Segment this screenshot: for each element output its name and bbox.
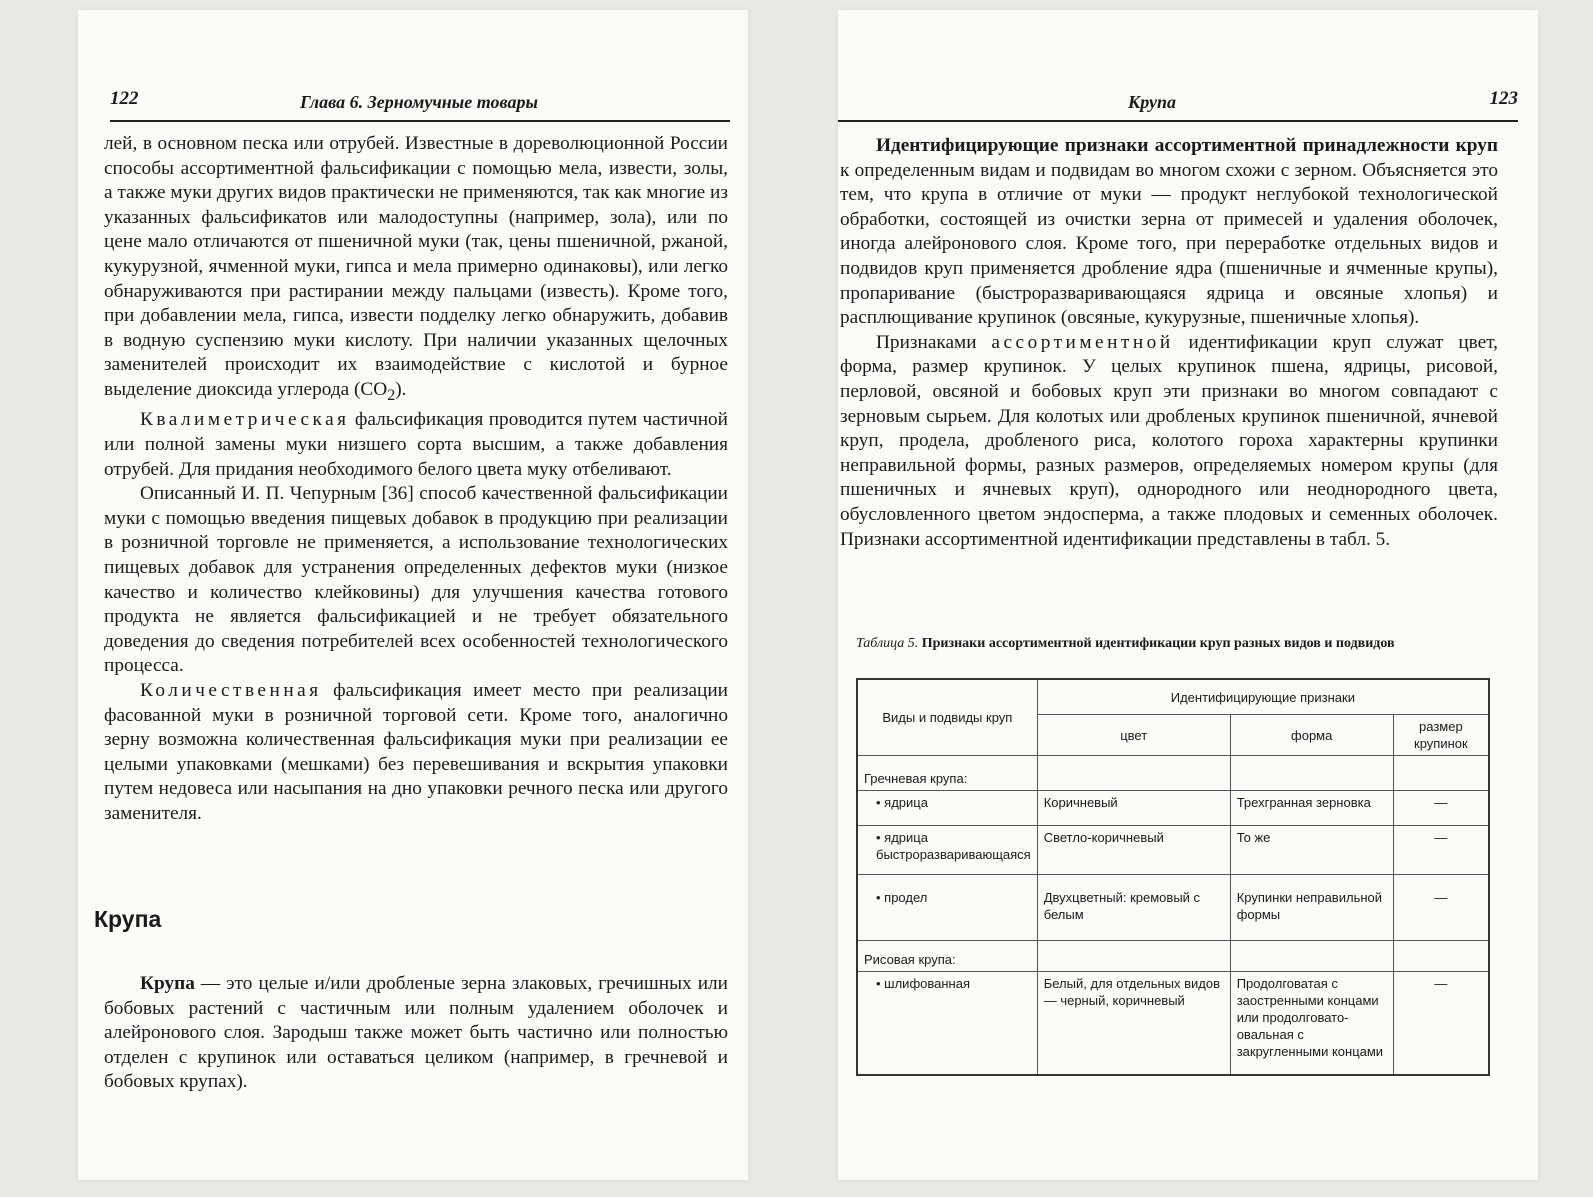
paragraph-text: лей, в основном песка или отрубей. Известные в дореволюционной России способы ассортиментной фальсификации с помощью мела, извести, золы, а также муки других видов практически не применяются, так как многие из указанных фальсификатов или малодоступны (например, зола), или по цене мало отличаются от пшеничной муки (так, цены пшеничной, ржаной, кукурузной, ячменной муки, гипса и мела примерно одинаковы), или легко обнаруживаются при растирании между пальцами (известь). Кроме того, при добавлении мела, гипса, извести подделку легко обнаружить, добавив в водную суспензию муки кислоту. При наличии указанных щелочных заменителей происходит их взаимодействие с кислотой и бурное выделение диоксида углерода (CO [104,133,728,400]
left-page [78,10,748,1180]
table-group-row [857,756,1489,791]
table-cell: — [1393,875,1489,941]
left-body-section [104,972,728,1095]
table-cell: Двухцветный: кремовый с белым [1037,875,1230,941]
table-cell: • ядрица [857,791,1037,826]
paragraph [104,679,728,827]
paragraph-end: ). [395,378,407,400]
table-cell: • шлифованная [857,972,1037,1076]
table-cell: Рисовая крупа: [857,941,1037,972]
table-group-row [857,941,1489,972]
table-caption-prefix: Таблица 5. [856,636,919,651]
column-header-color: цвет [1037,715,1230,756]
right-running-head [838,82,1518,122]
paragraph [840,331,1498,552]
paragraph [840,134,1498,331]
paragraph-text: фальсификация проводится путем частичной или полной замены муки низшего сорта высшим, а также добавления отрубей. Для придания необходимого белого цвета муку отбеливают. [104,409,728,480]
column-header-kind: Виды и подвиды круп [857,679,1037,756]
table-cell: — [1393,791,1489,826]
table-row [857,972,1489,1076]
right-running-title: Крупа [1128,92,1176,112]
right-page [838,10,1538,1180]
table-cell: • ядрица быстроразваривающаяся [857,826,1037,875]
paragraph-text: фальсификация имеет место при реализации фасованной муки в розничной торговой сети. Кроме того, аналогично зерну возможна количественная фальсификация муки при реализации ее целыми упаковками (мешками) без перевешивания и вскрытия упаковки путем недовеса или насыпания на дно упаковки речного песка или другого заменителя. [104,679,728,824]
table-cell: — [1393,972,1489,1076]
column-header-size: размер крупинок [1393,715,1489,756]
paragraph-text: идентификации круп служат цвет, форма, размер крупинок. У целых крупинок пшена, ядрицы, рисовой, перловой, овсяной и бобовых круп эти признаки во многом совпадают с зерновым сырьем. Для колотых или дробленых крупинок пшеничной, ячневой круп, продела, дробленого риса, колотого гороха характерны крупинки неправильной формы, разных размеров, определяемых номером крупы (для пшеничных и ячневых круп), однородного или неоднородного цвета, обусловленного цветом эндосперма, а также плодовых и семенных оболочек. Признаки ассортиментной идентификации представлены в табл. 5. [840,331,1498,550]
table-caption-text: Признаки ассортиментной идентификации круп разных видов и подвидов [918,636,1395,651]
table-caption [856,635,1416,653]
bold-term: Идентифицирующие признаки ассортиментной принадлежности круп [876,135,1498,156]
table-cell: Гречневая крупа: [857,756,1037,791]
paragraph [104,972,728,1095]
table-row [857,791,1489,826]
table-row [857,875,1489,941]
left-body [104,132,728,826]
subscript: 2 [387,386,396,404]
spaced-term: Квалиметрическая [140,409,350,431]
paragraph [104,132,728,408]
left-running-title: Глава 6. Зерномучные товары [300,92,538,112]
table-cell [1393,756,1489,791]
paragraph: Описанный И. П. Чепурным [36] способ качественной фальсификации муки с помощью введения пищевых добавок в продукцию при реализации в розничной торговле не применяется, а использование технологических пищевых добавок для устранения определенных дефектов муки (низкое качество и количество клейковины) для улучшения качества готового продукта не является фальсификацией и не требует обязательного доведения до сведения потребителей всех особенностей технологического процесса. [104,483,728,677]
column-group-header: Идентифицирующие признаки [1037,679,1489,715]
paragraph-text: к определенным видам и подвидам во многом схожи с зерном. Объясняется это тем, что крупа в отличие от муки — продукт неглубокой технологической обработки, состоящей из очистки зерна от примесей и удаления оболочек, иногда алейронового слоя. Кроме того, при переработке отдельных видов и подвидов круп применяется дробление ядра (пшеничные и ячменные крупы), пропаривание (быстроразваривающаяся ядрица и овсяные хлопья) и расплющивание крупинок (овсяные, кукурузные, пшеничные хлопья). [840,159,1498,329]
column-header-shape: форма [1230,715,1393,756]
table-cell [1037,756,1230,791]
table-cell: — [1393,826,1489,875]
table-cell: То же [1230,826,1393,875]
bold-term: Крупа [140,973,195,994]
table-cell: Трехгранная зерновка [1230,791,1393,826]
table-cell: Коричневый [1037,791,1230,826]
table-cell: Продолговатая с заостренными концами или продолговато-овальная с закругленными концами [1230,972,1393,1076]
table-cell [1230,756,1393,791]
table-cell: • продел [857,875,1037,941]
spaced-term: Количественная [140,679,322,701]
spaced-term: ассортиментной [991,331,1174,353]
table-header-row [857,679,1489,715]
table-cell [1037,941,1230,972]
table-cell: Светло-коричневый [1037,826,1230,875]
table-cell: Белый, для отдельных видов — черный, коричневый [1037,972,1230,1076]
left-running-head [110,82,730,122]
table-cell: Крупинки неправильной формы [1230,875,1393,941]
paragraph [104,408,728,482]
identification-table [856,678,1490,1076]
right-page-number: 123 [1489,88,1518,109]
table-cell [1393,941,1489,972]
left-page-number: 122 [110,88,139,109]
table-cell [1230,941,1393,972]
paragraph-start: Признаками [876,331,992,353]
section-heading: Крупа [94,906,162,932]
paragraph-text: — это целые и/или дробленые зерна злаковых, гречишных или бобовых растений с частичным или полным удалением оболочек и алейронового слоя. Зародыш также может быть частично или полностью отделен с крупинок или оставаться целиком (например, в гречневой и бобовых крупах). [104,973,728,1093]
table-row [857,826,1489,875]
right-body [840,134,1498,552]
